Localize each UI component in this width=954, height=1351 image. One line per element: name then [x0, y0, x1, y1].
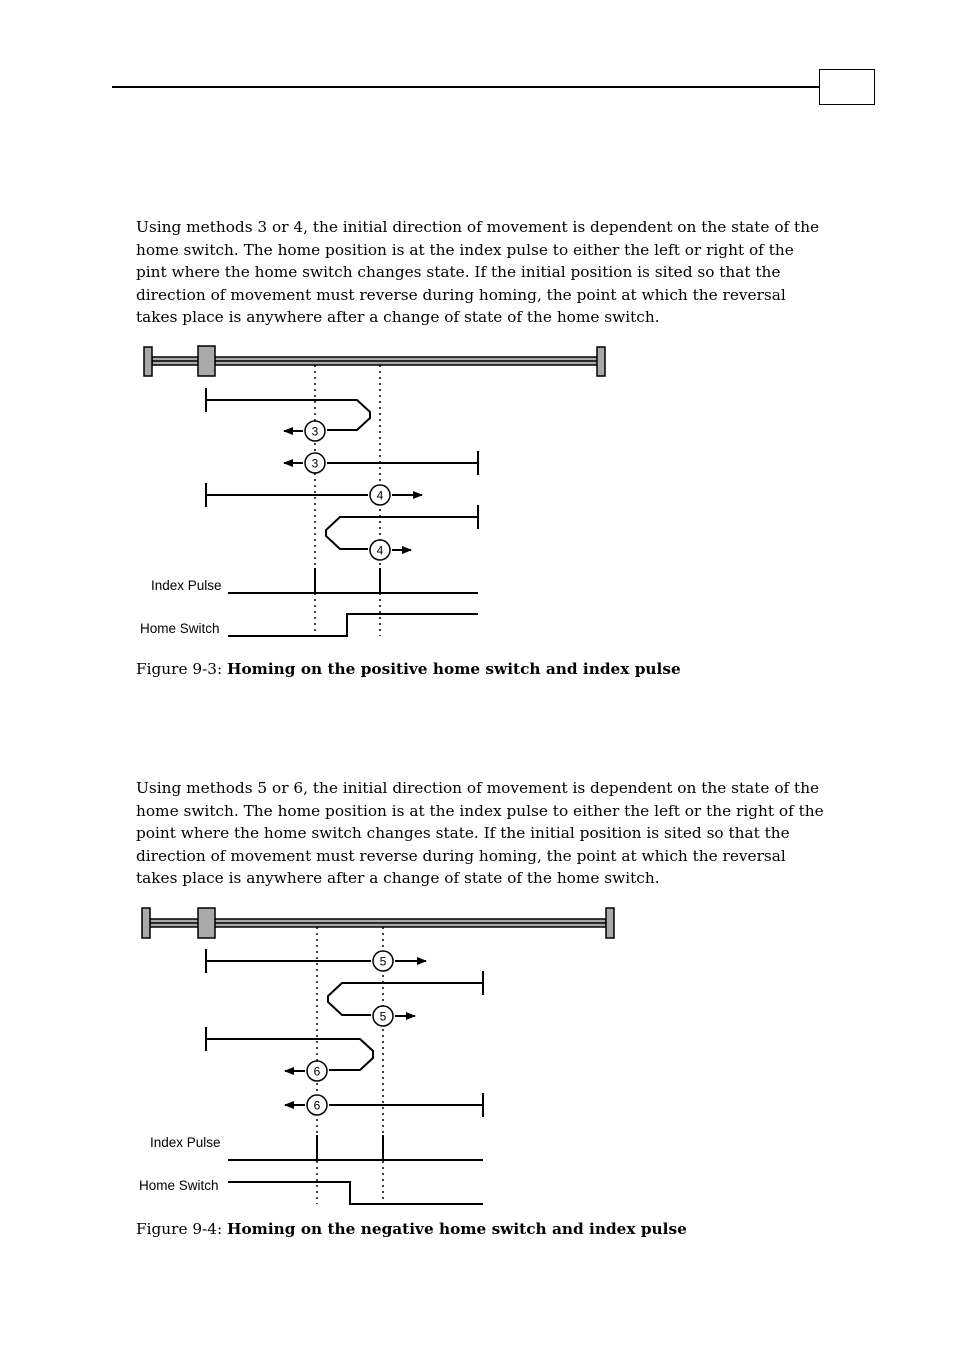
caption-title: Homing on the negative home switch and index pulse: [227, 1220, 687, 1238]
right-end-stop: [606, 908, 614, 938]
home-switch-label: Home Switch: [139, 1178, 219, 1193]
method-5-direct-path: [206, 949, 426, 973]
carriage-block: [198, 908, 215, 938]
figure-9-4-caption: [136, 1220, 687, 1238]
paragraph-methods-3-4: Using methods 3 or 4, the initial direction of movement is dependent on the state of the home switch. The home position is at the index pulse to either the left or right of the pint where the home switch changes state. If the initial position is sited so that the direction of movement must reverse during homing, the point at which the reversal takes place is anywhere after a change of state of the home switch.: [136, 218, 820, 327]
method-number: 4: [376, 488, 384, 503]
method-6-reversal-path: [206, 1027, 373, 1081]
left-end-stop: [142, 908, 150, 938]
index-pulse-signal: [150, 1135, 483, 1160]
method-number: 5: [379, 954, 387, 969]
paragraph-methods-5-6: Using methods 5 or 6, the initial direction of movement is dependent on the state of the home switch. The home position is at the index pulse to either the left or the right of the point where the home switch changes state. If the initial position is sited so that the direction of movement must reverse during homing, the point at which the reversal takes place is anywhere after a change of state of the home switch.: [136, 779, 824, 888]
method-6-direct-path: [285, 1093, 483, 1117]
method-number: 3: [311, 456, 319, 471]
caption-prefix: Figure 9-3:: [136, 660, 228, 678]
method-number: 5: [379, 1009, 387, 1024]
method-number: 6: [313, 1098, 321, 1113]
caption-prefix: Figure 9-4:: [136, 1220, 228, 1238]
index-pulse-label: Index Pulse: [151, 578, 222, 593]
method-number: 3: [311, 424, 319, 439]
method-5-reversal-path: [328, 971, 483, 1026]
method-number: 6: [313, 1064, 321, 1079]
index-pulse-label: Index Pulse: [150, 1135, 221, 1150]
travel-rail: [142, 908, 614, 938]
home-switch-label: Home Switch: [140, 621, 220, 636]
caption-title: Homing on the positive home switch and index pulse: [227, 660, 681, 678]
method-number: 4: [376, 543, 384, 558]
home-switch-signal: [139, 1178, 483, 1204]
